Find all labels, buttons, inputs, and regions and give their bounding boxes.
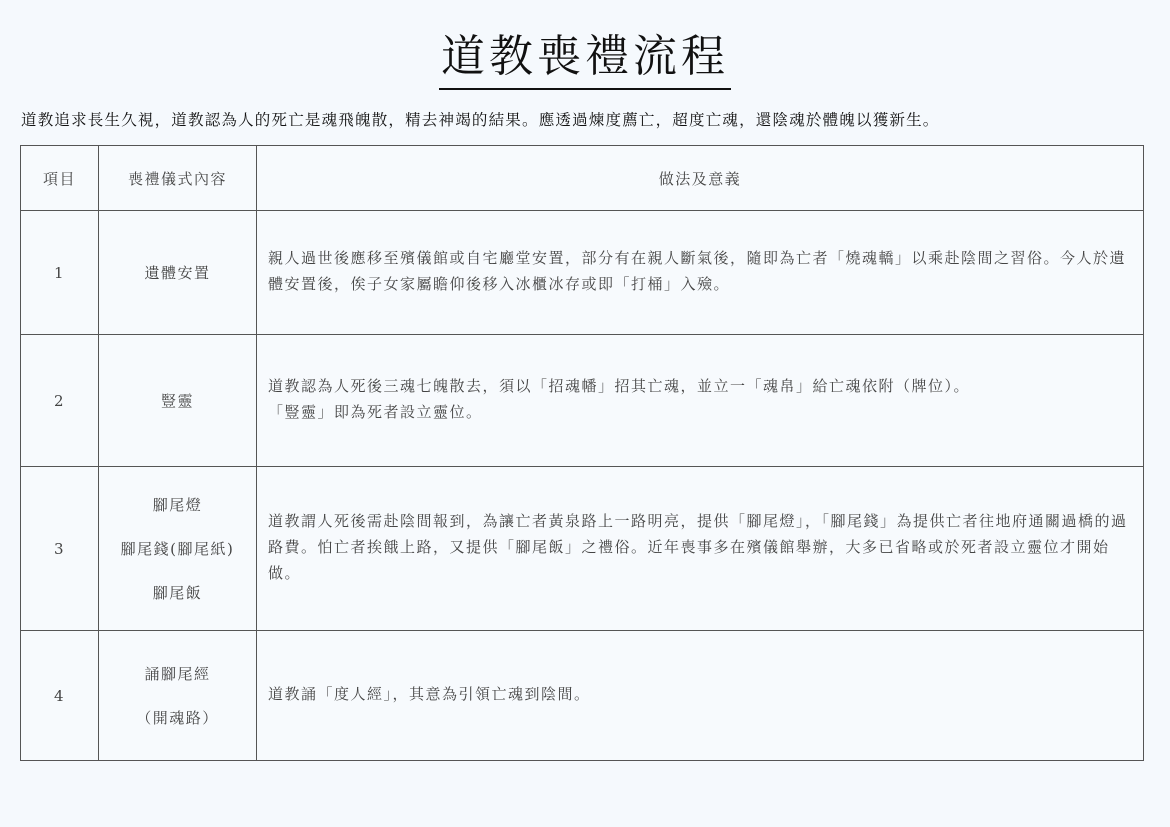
ritual-description-text: 道教謂人死後需赴陰間報到，為讓亡者黃泉路上一路明亮，提供「腳尾燈」，「腳尾錢」為提供亡者往地府通關過橋的過路費。怕亡者挨餓上路，又提供「腳尾飯」之禮俗。近年喪事多在殯儀館舉辦，大多已省略或於死者設立靈位才開始做。: [268, 511, 1128, 582]
table-row: [21, 211, 1144, 335]
ritual-item-cell: [99, 631, 257, 761]
ritual-item-cell: [99, 467, 257, 631]
page-title: [0, 28, 1170, 90]
ritual-item: 腳尾錢(腳尾紙): [120, 539, 235, 558]
table-row: [21, 631, 1144, 761]
ritual-description: [257, 631, 1144, 761]
table-row: [21, 467, 1144, 631]
page-title-text: 道教喪禮流程: [439, 28, 731, 90]
ritual-item-cell: [99, 335, 257, 467]
ritual-description-line: 「豎靈」即為死者設立靈位。: [268, 402, 483, 421]
row-number: 1: [21, 211, 99, 335]
table-header-row: [21, 146, 1144, 211]
ritual-description: [257, 211, 1144, 335]
ritual-description: [257, 467, 1144, 631]
row-number: 2: [21, 335, 99, 467]
ritual-item-cell: [99, 211, 257, 335]
ritual-item: 腳尾飯: [152, 583, 203, 602]
ritual-item: （開魂路）: [136, 708, 219, 727]
ritual-description: [257, 335, 1144, 467]
header-desc: 做法及意義: [257, 146, 1144, 211]
funeral-rites-table: [20, 145, 1144, 761]
intro-paragraph: 道教追求長生久視，道教認為人的死亡是魂飛魄散，精去神竭的結果。應透過煉度薦亡，超度亡魂，還陰魂於體魄以獲新生。: [21, 111, 940, 129]
ritual-description-line: 道教認為人死後三魂七魄散去，須以「招魂幡」招其亡魂，並立一「魂帛」給亡魂依附（牌位）。: [268, 376, 971, 395]
ritual-item: 豎靈: [160, 391, 194, 410]
ritual-item: 誦腳尾經: [144, 664, 211, 683]
ritual-item: 遺體安置: [144, 263, 211, 282]
ritual-description-text: 親人過世後應移至殯儀館或自宅廳堂安置，部分有在親人斷氣後，隨即為亡者「燒魂轎」以乘赴陰間之習俗。今人於遺體安置後，俟子女家屬瞻仰後移入冰櫃冰存或即「打桶」入殮。: [268, 248, 1127, 293]
table-row: [21, 335, 1144, 467]
row-number: 4: [21, 631, 99, 761]
header-no: 項目: [21, 146, 99, 211]
ritual-description-text: 道教誦「度人經」，其意為引領亡魂到陰間。: [268, 684, 591, 703]
row-number: 3: [21, 467, 99, 631]
ritual-item: 腳尾燈: [152, 495, 203, 514]
header-item: 喪禮儀式內容: [99, 146, 257, 211]
